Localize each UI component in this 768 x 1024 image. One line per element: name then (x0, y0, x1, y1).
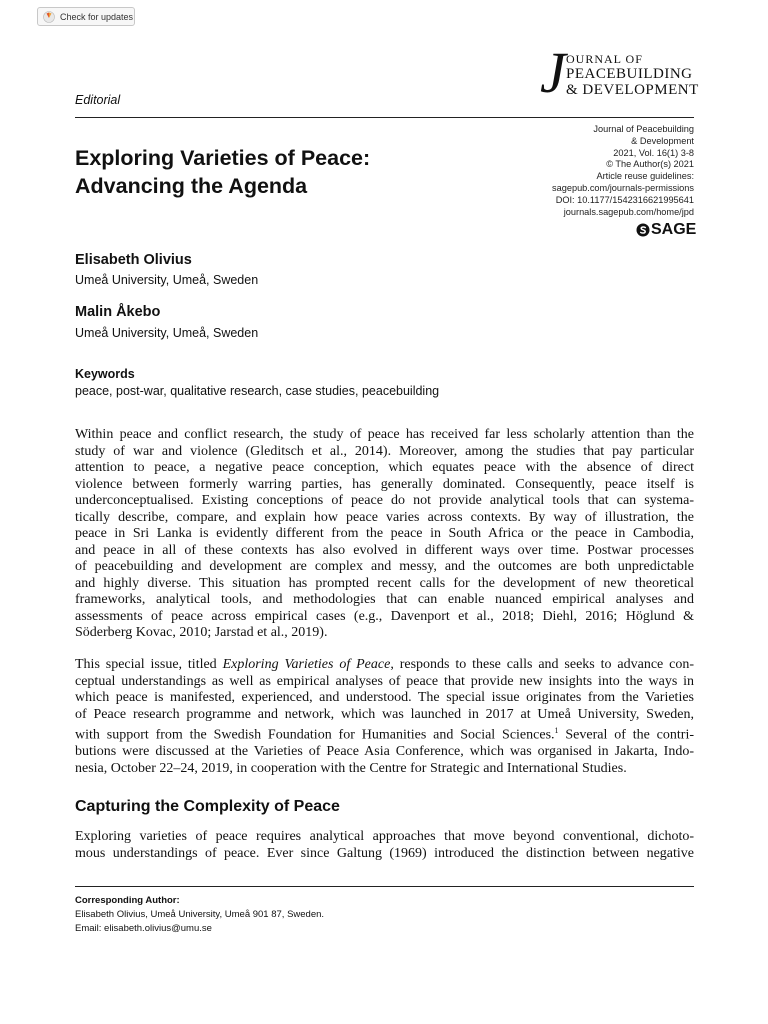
author-affiliation: Umeå University, Umeå, Sweden (75, 326, 259, 340)
issue-title-italic: Exploring Varieties of Peace (222, 657, 391, 672)
journal-logo-line3: & DEVELOPMENT (566, 82, 699, 98)
publisher-name: SAGE (651, 221, 697, 238)
text-line: frameworks, analytical tools, and methodologies that can enable nuanced empirical analyses and (75, 592, 694, 607)
journal-logo-line1: OURNAL OF (566, 52, 643, 66)
author-affiliation: Umeå University, Umeå, Sweden (75, 273, 259, 287)
meta-line: & Development (631, 135, 694, 146)
text-line: study of war and violence (Gleditsch et al., 2014). Moreover, among the studies that pay particular (75, 443, 694, 459)
text-line: mous understandings of peace. Ever since Galtung (1969) introduced the distinction between negative (75, 845, 694, 861)
footer-divider (75, 886, 694, 887)
text-run: , responds to these calls and seeks to advance con- (390, 657, 695, 672)
text-line: assessments of peace across empirical cases (e.g., Davenport et al., 2018; Diehl, 2016; Höglund & (75, 608, 694, 624)
text-line: butions were discussed at the Varieties of Peace Asia Conference, which was organised in Jakarta, Indo- (75, 744, 694, 760)
corresponding-author-email[interactable]: Email: elisabeth.olivius@umu.se (75, 923, 212, 934)
journal-logo (540, 40, 700, 110)
section-label: Editorial (75, 93, 121, 107)
text-line: which peace is manifested, experienced, and understood. The special issue originates from the Varieties (75, 690, 694, 705)
text-line: Exploring varieties of peace requires analytical approaches that move beyond conventional, dichoto- (75, 829, 694, 844)
header-divider (75, 117, 694, 118)
article-title-line1: Exploring Varieties of Peace: (75, 146, 371, 170)
text-line: and highly diverse. This situation has prompted recent calls for the development of new theoretical (75, 575, 694, 591)
article-title-line2: Advancing the Agenda (75, 174, 308, 198)
check-for-updates-icon (43, 11, 55, 23)
meta-line: Article reuse guidelines: (596, 171, 694, 182)
text-run: with support from the Swedish Foundation for Humanities and Social Sciences. (75, 727, 555, 743)
body-paragraph-2 (75, 657, 694, 777)
keywords-heading: Keywords (75, 367, 135, 381)
text-line: violence between formerly warring parties, has generally dominated. Consequently, peace itself is (75, 476, 694, 492)
text-line: tically describe, compare, and explain how peace varies across contexts. By way of illustration, the (75, 509, 694, 525)
author-name: Elisabeth Olivius (75, 252, 192, 268)
meta-link-permissions[interactable]: sagepub.com/journals-permissions (552, 182, 694, 193)
corresponding-author-address: Elisabeth Olivius, Umeå University, Umeå 901 87, Sweden. (75, 909, 325, 920)
text-line (75, 657, 694, 674)
footnote-marker[interactable]: 1 (554, 726, 559, 735)
text-line: of peacebuilding and development are complex and messy, and the outcomes are both unpredictable (75, 559, 694, 574)
keywords-text: peace, post-war, qualitative research, case studies, peacebuilding (75, 384, 440, 398)
text-line: Within peace and conflict research, the study of peace has received far less scholarly attention than the (75, 427, 694, 442)
journal-logo-initial: J (540, 40, 566, 105)
text-line: attention to peace, a negative peace conception, which equates peace with the absence of direct (75, 460, 694, 475)
body-paragraph-3 (75, 829, 694, 862)
check-for-updates-label: Check for updates (60, 11, 134, 22)
text-line: ceptual understandings as well as empirical analyses of peace that provide new insights into the ways in (75, 673, 694, 689)
text-line: peace in Sri Lanka is evidently different from the peace in South Africa or the peace in Cambodia, (75, 526, 694, 541)
publisher-logo (636, 221, 696, 239)
meta-line: © The Author(s) 2021 (606, 159, 694, 170)
text-run: Several of the contri- (558, 727, 695, 743)
corresponding-author-heading: Corresponding Author: (75, 895, 180, 906)
meta-doi[interactable]: DOI: 10.1177/1542316621995641 (555, 194, 694, 205)
body-paragraph-1 (75, 427, 694, 642)
article-title (75, 144, 495, 200)
section-heading: Capturing the Complexity of Peace (75, 798, 340, 815)
meta-line: Journal of Peacebuilding (593, 124, 694, 134)
author-name: Malin Åkebo (75, 304, 161, 320)
text-line (75, 723, 694, 744)
journal-logo-line2: PEACEBUILDING (566, 66, 693, 82)
text-line: of Peace research programme and network, which was launched in 2017 at Umeå University, Sweden, (75, 706, 694, 722)
check-for-updates-button[interactable] (37, 7, 135, 26)
text-line: and peace in all of these contexts has also evolved in different ways over time. Postwar processes (75, 542, 694, 558)
text-line: Söderberg Kovac, 2010; Jarstad et al., 2019). (75, 625, 328, 640)
meta-line: 2021, Vol. 16(1) 3-8 (613, 147, 694, 158)
text-line: nesia, October 22–24, 2019, in cooperation with the Centre for Strategic and International Studies. (75, 760, 627, 776)
article-meta (494, 124, 694, 218)
text-run: This special issue, titled (75, 657, 223, 672)
text-line: underconceptualised. Existing conceptions of peace do not provide analytical tools that can systema- (75, 493, 694, 508)
sage-logo-icon (636, 223, 650, 237)
meta-link-journal[interactable]: journals.sagepub.com/home/jpd (563, 206, 694, 217)
